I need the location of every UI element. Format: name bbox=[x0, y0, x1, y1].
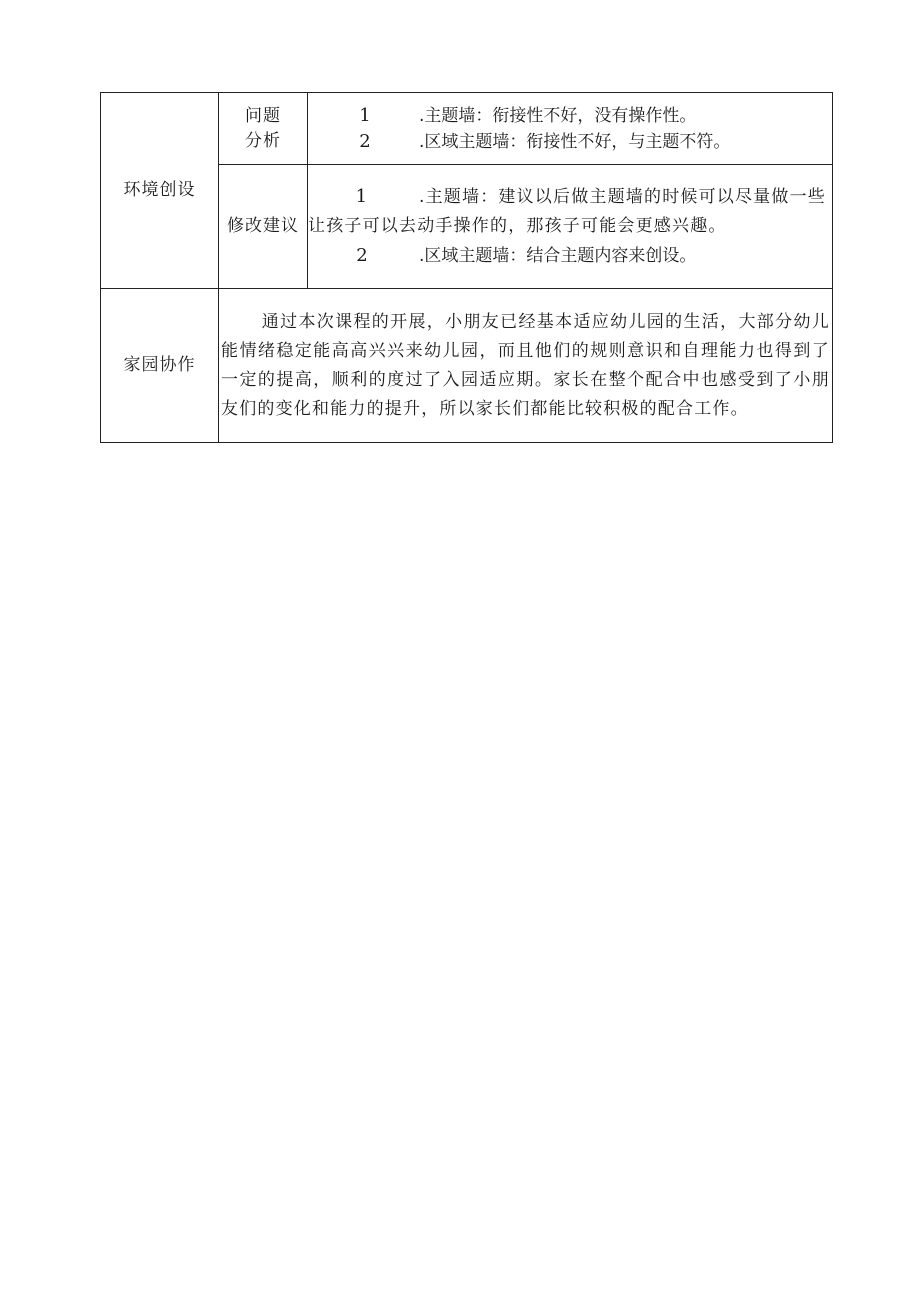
suggestion-item-1 bbox=[308, 182, 832, 241]
suggestion-item-2-text: .区域主题墙：结合主题内容来创设。 bbox=[419, 246, 697, 266]
home-paragraph: 通过本次课程的开展，小朋友已经基本适应幼儿园的生活，大部分幼儿能情绪稳定能高高兴兴来幼儿园，而且他们的规则意识和自理能力也得到了一定的提高，顺利的度过了入园适应期。家长在整个配合中也感受到了小朋友们的变化和能力的提升，所以家长们都能比较积极的配合工作。 bbox=[221, 311, 830, 419]
issue-item-1-text: .主题墙：衔接性不好，没有操作性。 bbox=[419, 105, 697, 126]
issue-row bbox=[101, 93, 833, 165]
issue-label-cell bbox=[219, 93, 308, 165]
report-table bbox=[100, 92, 833, 443]
issue-item-2-text: .区域主题墙：衔接性不好，与主题不符。 bbox=[419, 131, 731, 152]
environment-label: 环境创设 bbox=[101, 93, 219, 289]
suggestion-item-2 bbox=[308, 241, 832, 271]
suggestion-item-1-number: 1 bbox=[355, 186, 369, 207]
issue-item-2-number: 2 bbox=[359, 130, 371, 152]
issue-item-1-number: 1 bbox=[359, 104, 371, 126]
home-label: 家园协作 bbox=[101, 289, 219, 443]
issue-label-line-2: 分析 bbox=[245, 130, 281, 151]
suggestion-item-2-number: 2 bbox=[356, 245, 368, 266]
issue-item-2 bbox=[308, 129, 832, 155]
home-content bbox=[219, 289, 833, 443]
suggestion-content bbox=[308, 165, 833, 289]
issue-item-1 bbox=[308, 103, 832, 129]
suggestion-label: 修改建议 bbox=[219, 165, 308, 289]
suggestion-item-1-text: .主题墙：建议以后做主题墙的时候可以尽量做一些让孩子可以去动手操作的，那孩子可能会更感兴趣。 bbox=[308, 187, 827, 236]
issue-label-line-1: 问题 bbox=[245, 105, 281, 126]
home-row bbox=[101, 289, 833, 443]
issue-content bbox=[308, 93, 833, 165]
